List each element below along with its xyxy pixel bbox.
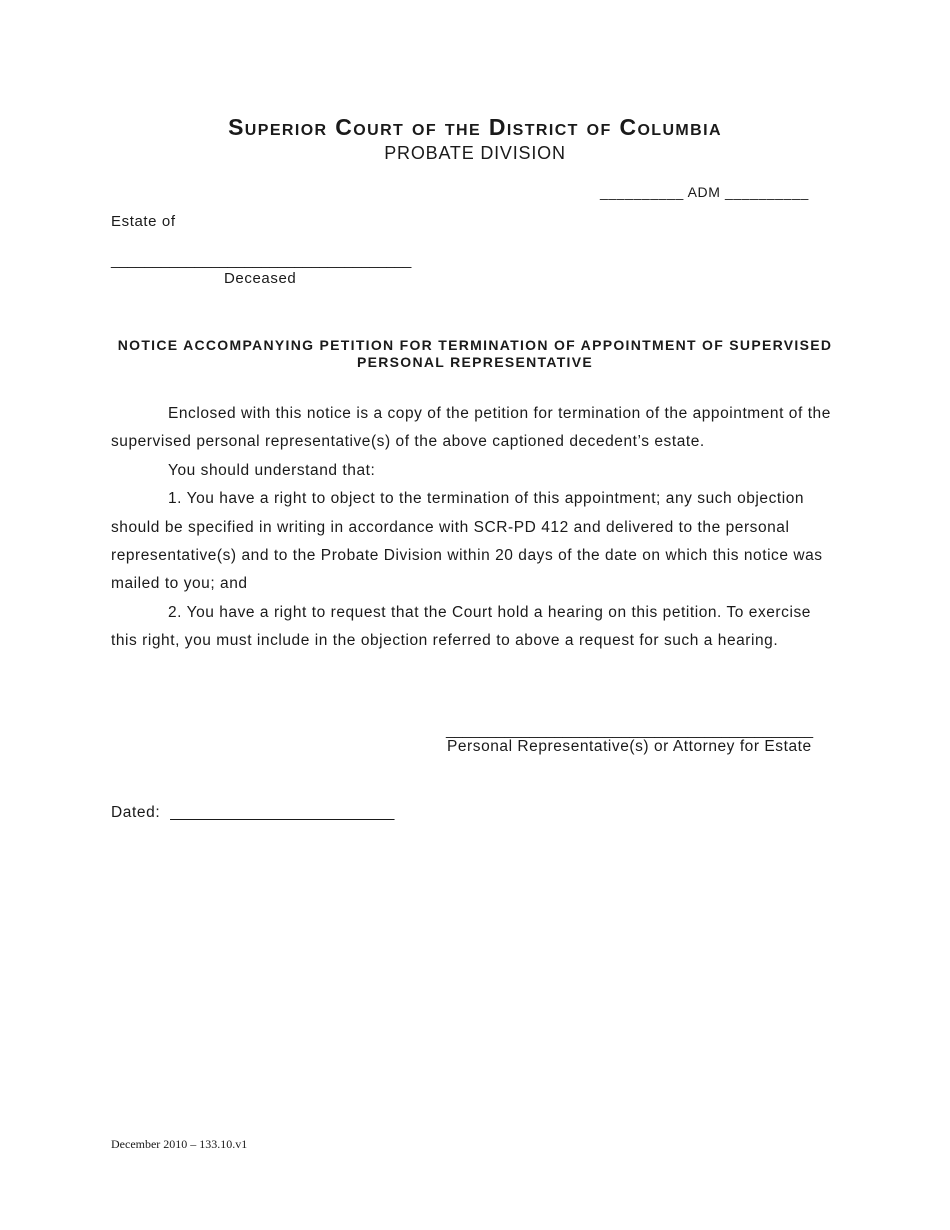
estate-of-label: Estate of <box>111 213 176 230</box>
paragraph-right-to-hearing: 2. You have a right to request that the Court hold a hearing on this petition. To exercise this right, you must include in the objection referred to above a request for such a hearing. <box>111 603 811 650</box>
paragraph-right-to-object: 1. You have a right to object to the termination of this appointment; any such objection should be specified in writing in accordance with SCR-PD 412 and delivered to the personal representative(s) and to the Probate Division within 20 days of the date on which this notice was mailed to you; and <box>111 490 823 593</box>
form-revision-footer: December 2010 – 133.10.v1 <box>111 1137 248 1151</box>
date-field[interactable]: __________________________ <box>170 804 395 821</box>
division-title: PROBATE DIVISION <box>384 143 566 163</box>
signature-label: Personal Representative(s) or Attorney for Estate <box>447 738 812 755</box>
signature-field[interactable]: ____________________________________________ <box>446 722 814 739</box>
adm-case-number-field[interactable]: __________ ADM __________ <box>600 184 809 200</box>
deceased-label: Deceased <box>224 270 297 287</box>
paragraph-understand: You should understand that: <box>168 461 376 479</box>
notice-body <box>111 400 841 656</box>
dated-label: Dated: <box>111 804 161 821</box>
decedent-name-field[interactable]: ____________________________________ <box>111 252 412 269</box>
dated-row <box>111 804 394 822</box>
paragraph-enclosed: Enclosed with this notice is a copy of the petition for termination of the appointment of the supervised personal representative(s) of the above captioned decedent’s estate. <box>111 405 831 451</box>
court-title: Superior Court of the District of Columbia <box>228 114 722 140</box>
notice-title: NOTICE ACCOMPANYING PETITION FOR TERMINATION OF APPOINTMENT OF SUPERVISED PERSONAL REPRESENTATIVE <box>117 337 833 370</box>
